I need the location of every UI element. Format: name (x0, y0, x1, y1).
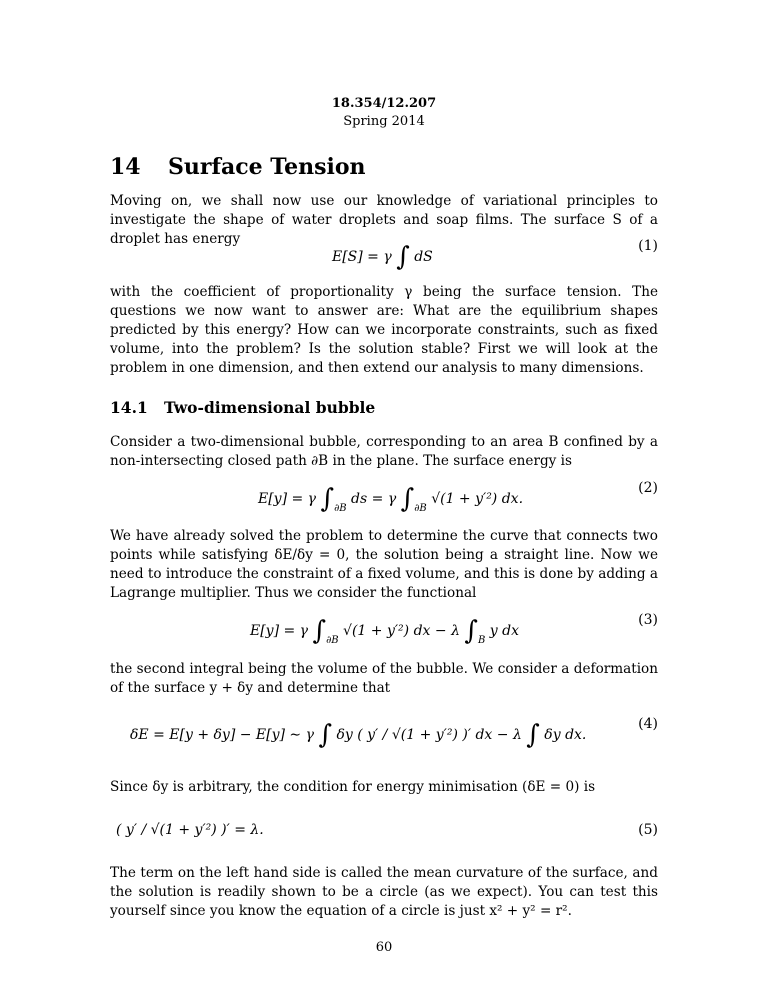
equation-1 (110, 238, 658, 288)
integral-sign: ∫ (312, 616, 327, 646)
eq3-sub2: B (477, 635, 486, 646)
eq5-tag: (5) (638, 822, 658, 838)
body-paragraph-5: The term on the left hand side is called the mean curvature of the surface, and the solution is readily shown to be a circle (as we expect). You can test this yourself since you know the equation of a circle is just x² + y² = r². (110, 865, 658, 919)
eq2-rhs: ds = γ (351, 491, 397, 507)
eq4-rhs: δy ( y′ / √(1 + y′²) )′ dx − λ (336, 727, 522, 743)
eq2-sub: ∂B (334, 503, 347, 514)
body-paragraph-3: the second integral being the volume of the bubble. We consider a deformation of the surface y + δy and determine that (110, 661, 658, 696)
integral-sign: ∫ (396, 242, 410, 272)
eq2-rhs2: √(1 + y′²) dx. (431, 491, 524, 507)
course-number: 18.354/12.207 (331, 96, 437, 111)
integral-sign: ∫ (320, 484, 335, 514)
eq4-lhs: δE = E[y + δy] − E[y] ∼ γ (130, 727, 314, 743)
section-title: Surface Tension (168, 154, 366, 180)
eq3-rhs: √(1 + y′²) dx − λ (343, 623, 460, 639)
eq2-lhs: E[y] = γ (258, 491, 317, 507)
body-paragraph-1: Consider a two-dimensional bubble, corresponding to an area B confined by a non-intersecting closed path ∂B in the plane. The surface energy is (110, 434, 658, 469)
eq1-rhs: dS (414, 249, 433, 265)
integral-sign: ∫ (464, 616, 478, 646)
integral-sign: ∫ (318, 720, 332, 750)
eq5-lhs: ( y′ / √(1 + y′²) )′ = λ. (116, 822, 264, 838)
intro-paragraph-2: with the coefficient of proportionality γ being the surface tension. The questions we now want to answer are: What are the equilibrium shapes predicted by this energy? How can we incorporate constraints, such as fixed volume, into the problem? Is the solution stable? First we will look at the problem in one dimension, and then extend our analysis to many dimensions. (110, 284, 659, 376)
section-heading (110, 154, 366, 180)
eq3-tag: (3) (638, 612, 658, 628)
equation-2 (110, 480, 658, 530)
intro-paragraph-1: Moving on, we shall now use our knowledge of variational principles to investigate the shape of water droplets and soap films. The surface S of a droplet has energy (110, 193, 658, 247)
eq3-rhs2: y dx (489, 623, 519, 639)
integral-sign: ∫ (526, 720, 540, 750)
eq2-sub-b: ∂B (414, 503, 427, 514)
equation-3 (110, 612, 658, 662)
subsection-title: Two-dimensional bubble (164, 398, 376, 417)
body-paragraph-4: Since δy is arbitrary, the condition for energy minimisation (δE = 0) is (110, 779, 596, 795)
section-number: 14 (110, 154, 141, 180)
eq3-lhs: E[y] = γ (250, 623, 309, 639)
eq2-tag: (2) (638, 480, 658, 496)
eq1-tag: (1) (638, 238, 658, 254)
term: Spring 2014 (343, 114, 425, 129)
subsection-heading (110, 398, 375, 417)
equation-4 (110, 716, 658, 766)
integral-sign: ∫ (400, 484, 415, 514)
page-number: 60 (375, 940, 393, 955)
eq3-sub: ∂B (326, 635, 339, 646)
eq4-tag: (4) (638, 716, 658, 732)
subsection-number: 14.1 (110, 398, 148, 417)
eq4-rhs2: δy dx. (544, 727, 587, 743)
body-paragraph-2: We have already solved the problem to determine the curve that connects two points while satisfying δE/δy = 0, the solution being a straight line. Now we need to introduce the constraint of a fixed volume, and this is done by adding a Lagrange multiplier. Thus we consider the functional (110, 528, 658, 601)
eq1-lhs: E[S] = γ (332, 249, 392, 265)
